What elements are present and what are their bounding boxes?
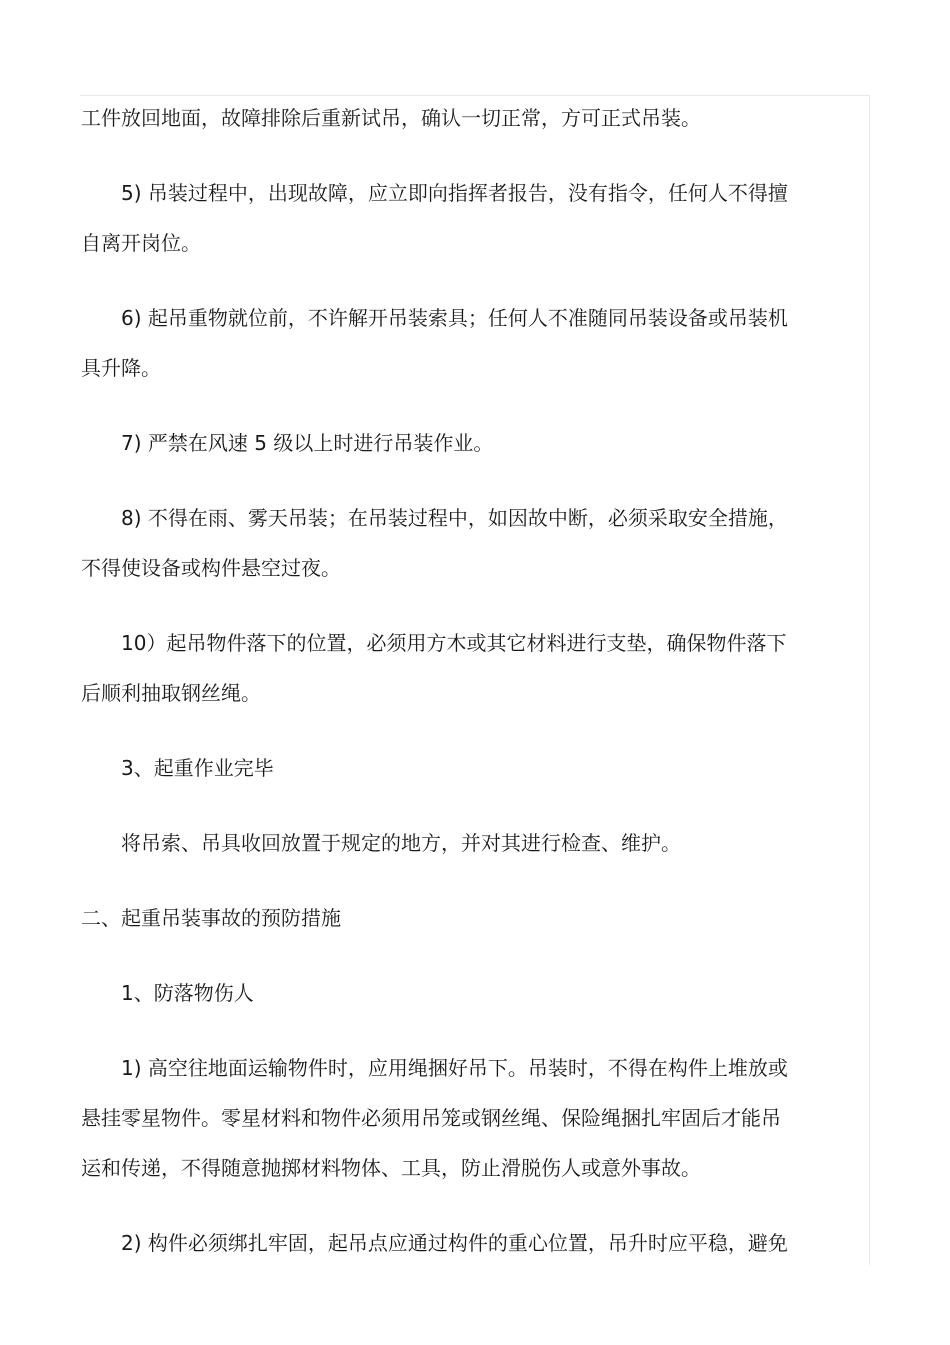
text-line: 7) 严禁在风速 5 级以上时进行吊装作业。 <box>121 431 494 455</box>
text-line: 不得使设备或构件悬空过夜。 <box>81 556 341 580</box>
text-line: 运和传递，不得随意抛掷材料物体、工具，防止滑脱伤人或意外事故。 <box>81 1156 701 1180</box>
text-line: 工件放回地面，故障排除后重新试吊，确认一切正常，方可正式吊装。 <box>81 106 701 130</box>
text-line: 8) 不得在雨、雾天吊装；在吊装过程中，如因故中断，必须采取安全措施， <box>121 506 788 530</box>
text-line: 后顺利抽取钢丝绳。 <box>81 681 261 705</box>
section-heading: 3、起重作业完毕 <box>121 756 274 780</box>
text-line: 5) 吊装过程中，出现故障，应立即向指挥者报告，没有指令，任何人不得擅 <box>121 181 788 205</box>
text-line: 具升降。 <box>81 356 161 380</box>
text-line: 悬挂零星物件。零星材料和物件必须用吊笼或钢丝绳、保险绳捆扎牢固后才能吊 <box>81 1106 781 1130</box>
page-border-right <box>869 95 870 1265</box>
section-heading: 1、防落物伤人 <box>121 981 254 1005</box>
text-line: 1) 高空往地面运输物件时，应用绳捆好吊下。吊装时，不得在构件上堆放或 <box>121 1056 788 1080</box>
chapter-heading: 二、起重吊装事故的预防措施 <box>81 906 341 930</box>
page-border-top <box>80 95 870 96</box>
text-line: 10）起吊物件落下的位置，必须用方木或其它材料进行支垫，确保物件落下 <box>121 631 787 655</box>
text-line: 6) 起吊重物就位前，不许解开吊装索具；任何人不准随同吊装设备或吊装机 <box>121 306 788 330</box>
text-line: 将吊索、吊具收回放置于规定的地方，并对其进行检查、维护。 <box>121 831 681 855</box>
text-line: 自离开岗位。 <box>81 231 201 255</box>
text-line: 2) 构件必须绑扎牢固，起吊点应通过构件的重心位置，吊升时应平稳，避免 <box>121 1231 788 1255</box>
